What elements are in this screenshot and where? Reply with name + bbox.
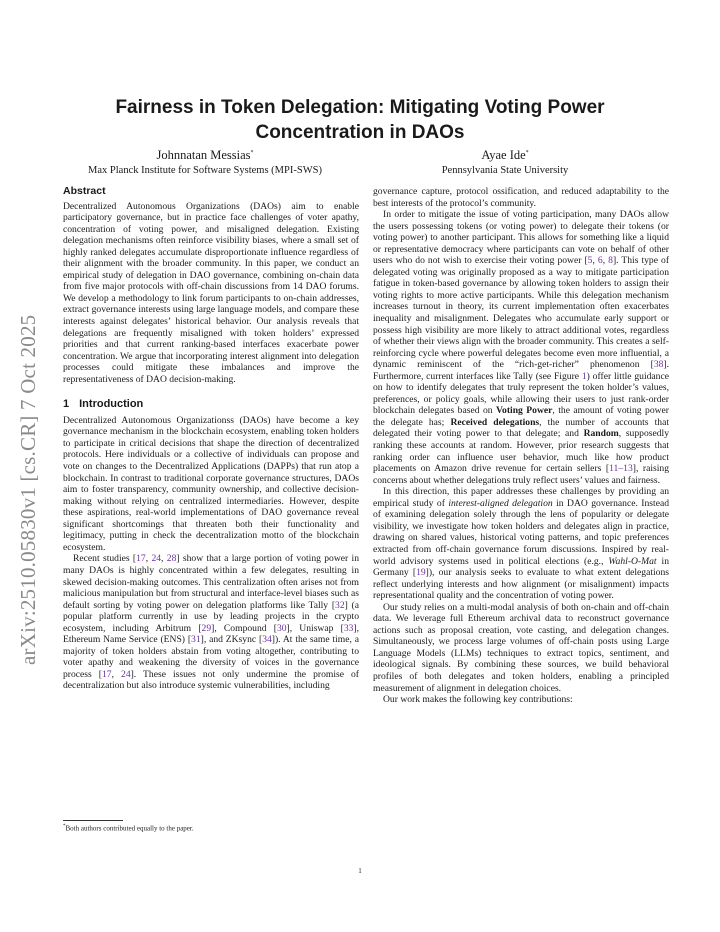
left-column (63, 186, 359, 692)
citation-link[interactable]: 38 (653, 359, 664, 371)
citation-link[interactable]: 19 (416, 567, 426, 579)
citation-link[interactable]: 32 (335, 599, 345, 611)
footnote-text: Both authors contributed equally to the paper. (65, 824, 194, 833)
title-line-1: Fairness in Token Delegation: Mitigating Voting Power (115, 97, 605, 118)
author-2-affiliation: Pennsylvania State University (441, 165, 569, 177)
citation-link[interactable]: 29 (201, 622, 212, 634)
author-2 (365, 146, 645, 178)
intro-title: Introduction (79, 398, 144, 411)
citation-link[interactable]: 30 (276, 622, 287, 634)
footnote-mark: * (63, 824, 66, 829)
intro-paragraph-1: Decentralized Autonomous Organizationss (DAOs) have become a key governance mechanism in the blockchain ecosystem, enabling token holders to participate in critical decisions that shape the direction of decentralized protocols. Here individuals or a collective of individuals can propose and vote on changes to the Decentralized Applications (DAPPs) that run atop a blockchain. In contrast to traditional corporate governance structures, DAOs aim to foster transparency, community ownership, and collective decision-making without relying on centralized intermediaries. However, despite these aspirations, real-world implementations of DAO governance reveal significant shortcomings that threaten both their functionality and legitimacy, putting in check the decentralization motto of the blockchain ecosystem. (63, 414, 359, 553)
author-2-mark: * (525, 150, 529, 156)
italic-term: Wahl-O-Mat (608, 555, 657, 567)
title-line-2: Concentration in DAOs (255, 122, 465, 143)
author-1-affiliation: Max Planck Institute for Software Systems (MPI-SWS) (88, 165, 322, 177)
right-column (373, 186, 669, 706)
right-paragraph-2: In order to mitigate the issue of voting participation, many DAOs allow the users possessing tokens (or voting power) to delegate their tokens (or voting power) to another participant. This allows for something like a liquid or representative democracy where participants can vote on behalf of other users who do not wish to exercise their voting power [5, 6, 8]. This type of delegated voting was originally proposed as a way to mitigate participation fatigue in token-based governance by allowing token holders to assign their voting rights to more active participants. While this delegation mechanism increases turnout in theory, its current implementation often exacerbates inequality and misalignment. Delegates who accumulate early support or possess high visibility are more likely to attract additional votes, regardless of whether their views align with the broader community. This creates a self-reinforcing cycle where powerful delegates become even more influential, a dynamic reminiscent of the “rich-get-richer” phenomenon [38]. Furthermore, current interfaces like Tally (see Figure 1) offer little guidance on how to identify delegates that truly represent the token holder’s values, preferences, or policy goals, while allowing their users to just rank-order blockchain delegates based on Voting Power, the amount of voting power the delegate has; Received delegations, the number of accounts that delegated their voting power to that delegate; and Random, supposedly ranking these accounts at random. However, prior research suggests that ranking order can influence user behavior, much like how product placements on Amazon drive revenue for certain sellers [11–13], raising concerns about whether delegations truly reflect users’ values and fairness. (373, 209, 670, 486)
citation-link[interactable]: 6 (597, 255, 603, 267)
right-paragraph-4: Our study relies on a multi-modal analysis of both on-chain and off-chain data. We leverage full Ethereum archival data to reconstruct governance actions such as proposal creation, vote casting, and delegation changes. Simultaneously, we process large volumes of off-chain posts using Large Language Models (LLMs) techniques to extract topics, sentiment, and ideological signals. By combining these sources, we build behavioral profiles of both delegates and token holders, enabling a principled measurement of alignment in delegation choices. (373, 601, 669, 694)
author-1 (65, 146, 345, 178)
abstract-text: Decentralized Autonomous Organizations (DAOs) aim to enable participatory governance, but in practice face challenges of voter apathy, concentration of voting power, and misaligned delegation. Existing delegation mechanisms often reinforce visibility biases, where a small set of highly ranked delegates accumulate disproportionate influence regardless of their alignment with the broader community. In this paper, we conduct an empirical study of delegation in DAO governance, combining on-chain data from five major protocols with off-chain discussions from 14 DAO forums. We develop a methodology to link forum participants to on-chain addresses, extract governance interests using large language models, and compare these interests against delegates’ historical behavior. Our analysis reveals that delegations are frequently misaligned with token holders’ expressed priorities and that current ranking-based interfaces exacerbate power concentration. We argue that incorporating interest alignment into delegation processes could mitigate these imbalances and improve the representativeness of DAO decision-making. (63, 200, 359, 385)
citation-link[interactable]: 17 (136, 553, 146, 565)
citation-link[interactable]: 34 (262, 634, 272, 646)
citation-link[interactable]: 33 (343, 622, 354, 634)
footnote (63, 824, 194, 832)
italic-term: interest-aligned delegation (448, 497, 553, 509)
author-1-name: Johnnatan Messias (156, 148, 251, 163)
author-2-name: Ayae Ide (481, 148, 526, 163)
citation-link[interactable]: 24 (151, 553, 162, 565)
bold-term: Received delegations (450, 416, 540, 428)
abstract-heading: Abstract (63, 185, 106, 197)
author-1-mark: * (250, 150, 254, 156)
page-number: 1 (358, 867, 362, 875)
right-paragraph-1: governance capture, protocol ossification, and reduced adaptability to the best interests of the protocol’s community. (373, 186, 669, 209)
paper-title (60, 95, 660, 145)
citation-link[interactable]: 17 (102, 668, 112, 680)
citation-link[interactable]: 24 (121, 668, 131, 680)
intro-number: 1 (63, 398, 70, 411)
bold-term: Random (583, 428, 619, 440)
citation-link[interactable]: 28 (166, 553, 177, 565)
citation-link[interactable]: 11–13 (609, 463, 633, 475)
footnote-divider (63, 820, 123, 821)
figure-link[interactable]: 1 (581, 370, 587, 382)
arxiv-side-label: arXiv:2510.05830v1 [cs.CR] 7 Oct 2025 (16, 314, 40, 665)
right-paragraph-3: In this direction, this paper addresses these challenges by providing an empirical study of interest-aligned delegation in DAO governance. Instead of examining delegation solely through the lens of popularity or delegate visibility, we investigate how token holders and delegates align in practice, drawing on shared values, historical voting patterns, and topic preferences extracted from off-chain governance forum discussions. Inspired by real-world advisory systems used in political elections (e.g., Wahl-O-Mat in Germany [19]), our analysis seeks to evaluate to what extent delegations reflect underlying interests and how alignment (or misalignment) impacts representational quality and the concentration of voting power. (373, 486, 670, 602)
intro-heading (63, 399, 359, 411)
right-paragraph-5: Our work makes the following key contributions: (383, 694, 573, 706)
citation-link[interactable]: 8 (608, 255, 613, 267)
intro-paragraph-2: Recent studies [17, 24, 28] show that a large portion of voting power in many DAOs is highly concentrated within a few delegates, resulting in skewed decision-making outcomes. This centralization often arises not from malicious manipulation but from structural and interface-level biases such as default sorting by voting power on delegation platforms like Tally [32] (a popular platform currently in use by leading projects in the crypto ecosystem, including Arbitrum [29], Compound [30], Uniswap [33], Ethereum Name Service (ENS) [31], and ZKsync [34]). At the same time, a majority of token holders abstain from voting altogether, contributing to voter apathy and weakening the diversity of voices in the governance process [17, 24]. These issues not only undermine the promise of decentralization but also introduce systemic vulnerabilities, including (63, 553, 360, 692)
citation-link[interactable]: 31 (191, 634, 201, 646)
bold-term: Voting Power (496, 405, 553, 417)
citation-link[interactable]: 5 (587, 255, 593, 267)
